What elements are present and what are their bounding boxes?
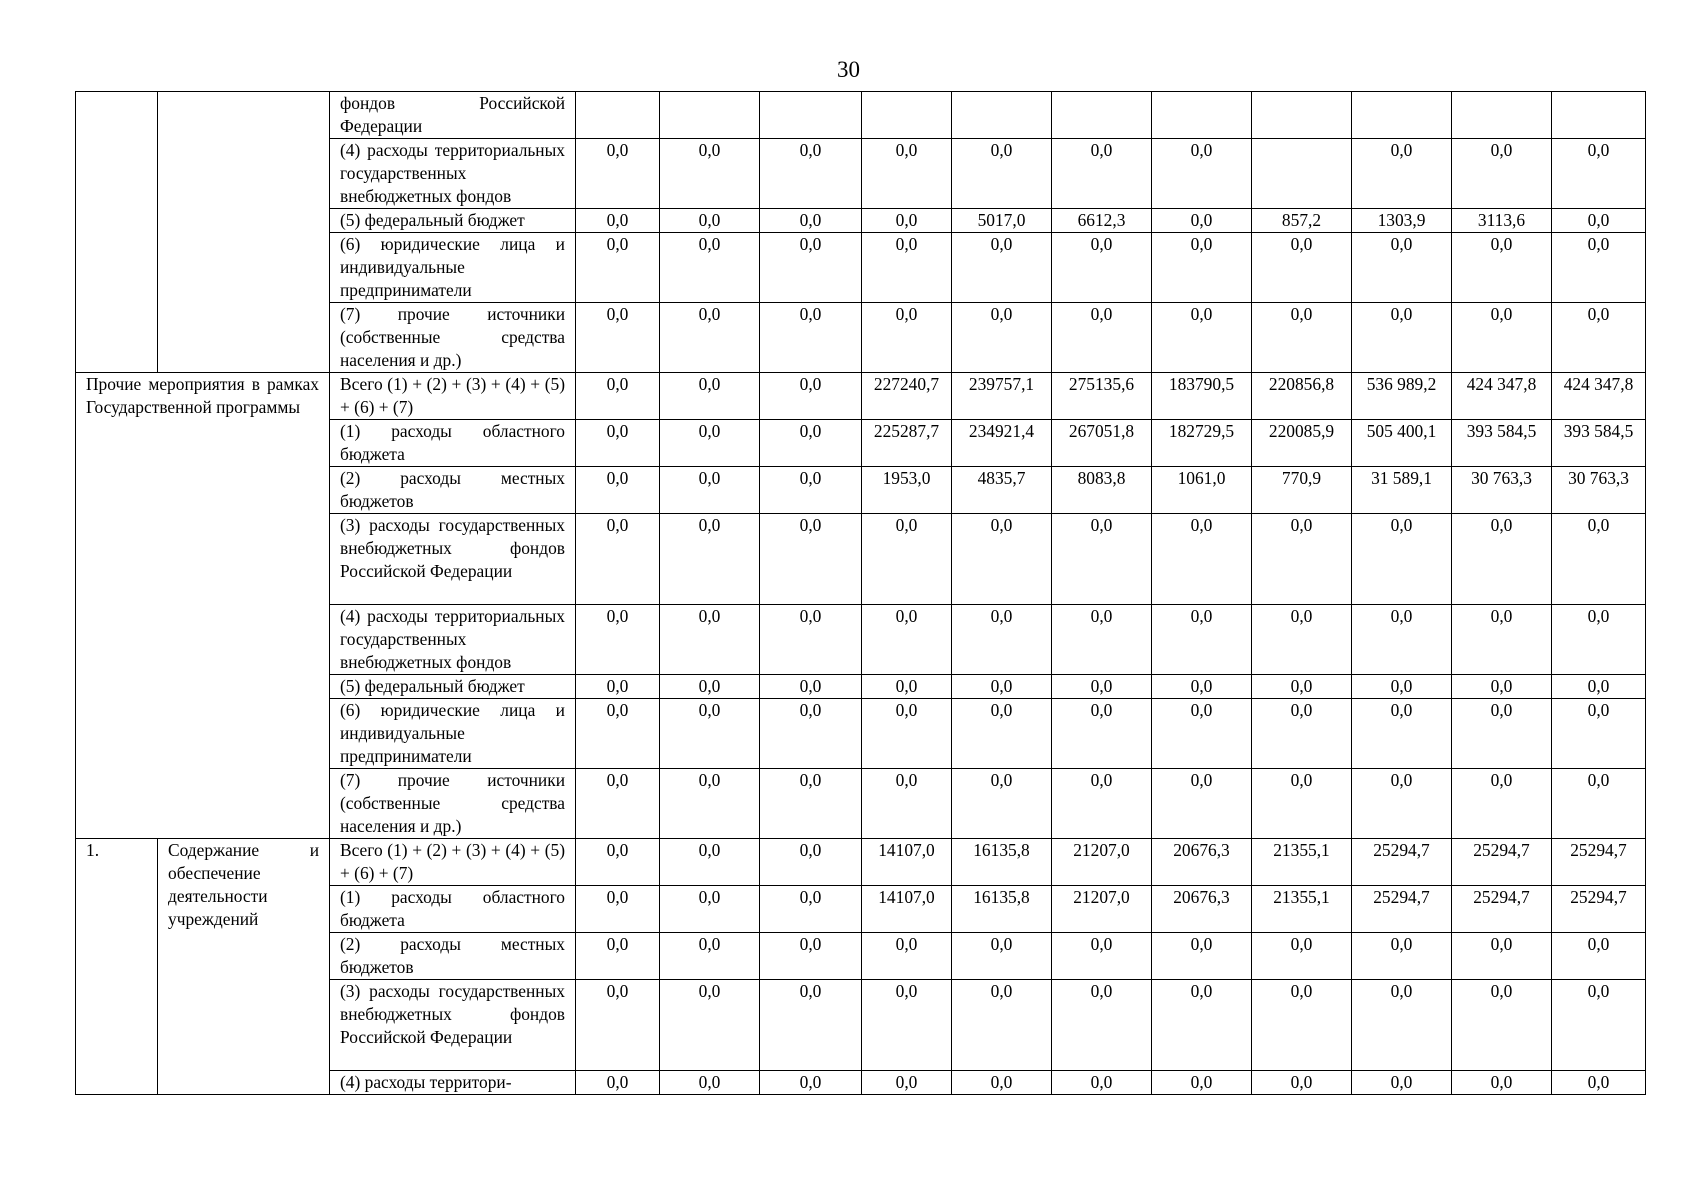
value-cell: 505 400,1 bbox=[1352, 420, 1452, 467]
value-cell: 0,0 bbox=[576, 514, 660, 605]
value-cell: 227240,7 bbox=[862, 373, 952, 420]
value-cell: 0,0 bbox=[952, 699, 1052, 769]
value-cell: 0,0 bbox=[576, 373, 660, 420]
value-cell: 0,0 bbox=[1152, 933, 1252, 980]
value-cell: 0,0 bbox=[1452, 139, 1552, 209]
value-cell: 0,0 bbox=[1352, 303, 1452, 373]
value-cell bbox=[1352, 92, 1452, 139]
value-cell: 0,0 bbox=[660, 699, 760, 769]
value-cell: 0,0 bbox=[1352, 605, 1452, 675]
value-cell: 0,0 bbox=[1052, 514, 1152, 605]
table-row bbox=[76, 92, 1646, 139]
value-cell: 0,0 bbox=[1152, 980, 1252, 1071]
value-cell: 0,0 bbox=[862, 769, 952, 839]
value-cell: 0,0 bbox=[660, 933, 760, 980]
index-cell: 1. bbox=[76, 839, 158, 1095]
value-cell: 0,0 bbox=[1052, 980, 1152, 1071]
funding-source-cell: (4) расходы территориальных государственных внебюджетных фондов bbox=[330, 139, 576, 209]
value-cell: 0,0 bbox=[1452, 1071, 1552, 1095]
value-cell: 0,0 bbox=[862, 605, 952, 675]
value-cell: 0,0 bbox=[952, 933, 1052, 980]
value-cell bbox=[1152, 92, 1252, 139]
value-cell: 0,0 bbox=[1552, 605, 1646, 675]
value-cell bbox=[1252, 139, 1352, 209]
value-cell: 424 347,8 bbox=[1452, 373, 1552, 420]
value-cell: 0,0 bbox=[952, 675, 1052, 699]
value-cell: 0,0 bbox=[660, 886, 760, 933]
value-cell: 220856,8 bbox=[1252, 373, 1352, 420]
value-cell: 0,0 bbox=[1452, 980, 1552, 1071]
value-cell: 0,0 bbox=[1052, 1071, 1152, 1095]
value-cell: 14107,0 bbox=[862, 839, 952, 886]
value-cell: 0,0 bbox=[1152, 1071, 1252, 1095]
value-cell: 0,0 bbox=[952, 769, 1052, 839]
value-cell: 0,0 bbox=[760, 373, 862, 420]
value-cell: 275135,6 bbox=[1052, 373, 1152, 420]
value-cell bbox=[952, 92, 1052, 139]
funding-source-cell: (4) расходы территори- bbox=[330, 1071, 576, 1095]
value-cell: 393 584,5 bbox=[1452, 420, 1552, 467]
value-cell: 25294,7 bbox=[1552, 839, 1646, 886]
value-cell: 6612,3 bbox=[1052, 209, 1152, 233]
value-cell: 0,0 bbox=[760, 886, 862, 933]
value-cell: 0,0 bbox=[1052, 933, 1152, 980]
value-cell: 0,0 bbox=[1252, 605, 1352, 675]
value-cell: 0,0 bbox=[760, 1071, 862, 1095]
value-cell: 0,0 bbox=[1252, 980, 1352, 1071]
funding-source-cell: (6) юридические лица и индивидуальные предприниматели bbox=[330, 699, 576, 769]
value-cell: 0,0 bbox=[952, 605, 1052, 675]
value-cell: 0,0 bbox=[1252, 233, 1352, 303]
value-cell: 536 989,2 bbox=[1352, 373, 1452, 420]
funding-source-cell: (7) прочие источники (собственные средства населения и др.) bbox=[330, 303, 576, 373]
value-cell: 0,0 bbox=[660, 303, 760, 373]
value-cell: 239757,1 bbox=[952, 373, 1052, 420]
value-cell: 0,0 bbox=[760, 605, 862, 675]
value-cell: 0,0 bbox=[576, 605, 660, 675]
funding-source-cell: фондов Российской Федерации bbox=[330, 92, 576, 139]
value-cell: 31 589,1 bbox=[1352, 467, 1452, 514]
value-cell: 14107,0 bbox=[862, 886, 952, 933]
value-cell: 8083,8 bbox=[1052, 467, 1152, 514]
value-cell: 0,0 bbox=[862, 1071, 952, 1095]
value-cell: 0,0 bbox=[1052, 139, 1152, 209]
value-cell: 0,0 bbox=[862, 209, 952, 233]
value-cell: 0,0 bbox=[862, 980, 952, 1071]
value-cell: 0,0 bbox=[952, 980, 1052, 1071]
value-cell: 0,0 bbox=[862, 303, 952, 373]
value-cell: 0,0 bbox=[862, 699, 952, 769]
funding-source-cell: (1) расходы областного бюджета bbox=[330, 420, 576, 467]
value-cell: 0,0 bbox=[952, 233, 1052, 303]
value-cell: 4835,7 bbox=[952, 467, 1052, 514]
value-cell: 0,0 bbox=[1452, 675, 1552, 699]
value-cell: 21355,1 bbox=[1252, 886, 1352, 933]
value-cell: 0,0 bbox=[1552, 233, 1646, 303]
value-cell: 770,9 bbox=[1252, 467, 1352, 514]
value-cell: 0,0 bbox=[660, 233, 760, 303]
value-cell: 30 763,3 bbox=[1552, 467, 1646, 514]
value-cell bbox=[1252, 92, 1352, 139]
value-cell: 25294,7 bbox=[1452, 886, 1552, 933]
value-cell: 0,0 bbox=[576, 699, 660, 769]
value-cell: 0,0 bbox=[952, 139, 1052, 209]
value-cell: 0,0 bbox=[660, 839, 760, 886]
value-cell: 5017,0 bbox=[952, 209, 1052, 233]
value-cell: 0,0 bbox=[1352, 139, 1452, 209]
value-cell: 0,0 bbox=[660, 769, 760, 839]
value-cell: 0,0 bbox=[1452, 933, 1552, 980]
value-cell: 0,0 bbox=[1152, 675, 1252, 699]
value-cell: 0,0 bbox=[1352, 233, 1452, 303]
value-cell: 0,0 bbox=[1052, 699, 1152, 769]
value-cell: 0,0 bbox=[760, 839, 862, 886]
value-cell: 0,0 bbox=[1552, 303, 1646, 373]
value-cell: 25294,7 bbox=[1352, 839, 1452, 886]
value-cell bbox=[1052, 92, 1152, 139]
funding-source-cell: (1) расходы областного бюджета bbox=[330, 886, 576, 933]
value-cell: 25294,7 bbox=[1452, 839, 1552, 886]
value-cell: 0,0 bbox=[1152, 699, 1252, 769]
value-cell: 0,0 bbox=[862, 933, 952, 980]
value-cell: 0,0 bbox=[1352, 1071, 1452, 1095]
value-cell: 0,0 bbox=[1352, 980, 1452, 1071]
funding-source-cell: (3) расходы государственных внебюджетных фондов Российской Федерации bbox=[330, 980, 576, 1071]
table-row bbox=[76, 373, 1646, 420]
value-cell: 21355,1 bbox=[1252, 839, 1352, 886]
value-cell: 21207,0 bbox=[1052, 839, 1152, 886]
value-cell: 0,0 bbox=[576, 675, 660, 699]
value-cell: 0,0 bbox=[1552, 514, 1646, 605]
value-cell: 0,0 bbox=[1152, 514, 1252, 605]
value-cell: 3113,6 bbox=[1452, 209, 1552, 233]
value-cell: 0,0 bbox=[1052, 303, 1152, 373]
value-cell: 857,2 bbox=[1252, 209, 1352, 233]
funding-source-cell: (6) юридические лица и индивидуальные предприниматели bbox=[330, 233, 576, 303]
value-cell: 0,0 bbox=[760, 467, 862, 514]
value-cell: 0,0 bbox=[576, 1071, 660, 1095]
value-cell: 0,0 bbox=[862, 514, 952, 605]
value-cell: 0,0 bbox=[760, 514, 862, 605]
value-cell: 182729,5 bbox=[1152, 420, 1252, 467]
value-cell: 0,0 bbox=[576, 303, 660, 373]
value-cell: 0,0 bbox=[1452, 303, 1552, 373]
value-cell: 0,0 bbox=[1552, 675, 1646, 699]
funding-source-cell: Всего (1) + (2) + (3) + (4) + (5) + (6) + (7) bbox=[330, 373, 576, 420]
value-cell: 267051,8 bbox=[1052, 420, 1152, 467]
value-cell: 0,0 bbox=[1152, 303, 1252, 373]
value-cell: 0,0 bbox=[1152, 233, 1252, 303]
value-cell: 0,0 bbox=[760, 420, 862, 467]
value-cell: 0,0 bbox=[1252, 1071, 1352, 1095]
value-cell: 0,0 bbox=[576, 139, 660, 209]
value-cell: 0,0 bbox=[576, 209, 660, 233]
table-body bbox=[76, 92, 1646, 1095]
funding-source-cell: (5) федеральный бюджет bbox=[330, 209, 576, 233]
value-cell bbox=[660, 92, 760, 139]
value-cell: 234921,4 bbox=[952, 420, 1052, 467]
value-cell: 0,0 bbox=[660, 514, 760, 605]
value-cell: 0,0 bbox=[1552, 933, 1646, 980]
value-cell: 0,0 bbox=[1552, 139, 1646, 209]
value-cell: 0,0 bbox=[952, 1071, 1052, 1095]
value-cell: 0,0 bbox=[1552, 1071, 1646, 1095]
value-cell bbox=[862, 92, 952, 139]
measure-name-cell bbox=[158, 92, 330, 373]
funding-source-cell: (2) расходы местных бюджетов bbox=[330, 933, 576, 980]
value-cell: 16135,8 bbox=[952, 886, 1052, 933]
value-cell: 0,0 bbox=[1252, 933, 1352, 980]
value-cell: 0,0 bbox=[660, 209, 760, 233]
value-cell: 393 584,5 bbox=[1552, 420, 1646, 467]
value-cell: 0,0 bbox=[760, 933, 862, 980]
value-cell: 0,0 bbox=[1152, 139, 1252, 209]
value-cell: 0,0 bbox=[576, 886, 660, 933]
funding-source-cell: (3) расходы государственных внебюджетных фондов Российской Федерации bbox=[330, 514, 576, 605]
value-cell: 0,0 bbox=[576, 933, 660, 980]
value-cell: 1061,0 bbox=[1152, 467, 1252, 514]
value-cell: 0,0 bbox=[1452, 699, 1552, 769]
funding-source-cell: (5) федеральный бюджет bbox=[330, 675, 576, 699]
value-cell bbox=[1452, 92, 1552, 139]
value-cell: 0,0 bbox=[1552, 209, 1646, 233]
table-row bbox=[76, 839, 1646, 886]
value-cell: 183790,5 bbox=[1152, 373, 1252, 420]
page-number: 30 bbox=[837, 57, 860, 82]
value-cell: 0,0 bbox=[1452, 769, 1552, 839]
value-cell: 0,0 bbox=[1152, 209, 1252, 233]
value-cell: 0,0 bbox=[1252, 769, 1352, 839]
value-cell: 0,0 bbox=[1052, 605, 1152, 675]
value-cell: 0,0 bbox=[660, 980, 760, 1071]
value-cell bbox=[576, 92, 660, 139]
value-cell: 0,0 bbox=[1252, 699, 1352, 769]
funding-source-cell: (7) прочие источники (собственные средства населения и др.) bbox=[330, 769, 576, 839]
value-cell: 0,0 bbox=[760, 233, 862, 303]
value-cell: 424 347,8 bbox=[1552, 373, 1646, 420]
value-cell: 0,0 bbox=[952, 514, 1052, 605]
value-cell: 0,0 bbox=[1352, 675, 1452, 699]
value-cell: 0,0 bbox=[760, 769, 862, 839]
value-cell: 0,0 bbox=[862, 233, 952, 303]
value-cell: 0,0 bbox=[760, 675, 862, 699]
value-cell: 0,0 bbox=[760, 139, 862, 209]
value-cell: 0,0 bbox=[1352, 699, 1452, 769]
value-cell: 0,0 bbox=[862, 139, 952, 209]
value-cell: 0,0 bbox=[1552, 699, 1646, 769]
value-cell: 0,0 bbox=[660, 139, 760, 209]
index-cell bbox=[76, 92, 158, 373]
value-cell: 20676,3 bbox=[1152, 886, 1252, 933]
value-cell: 0,0 bbox=[576, 839, 660, 886]
value-cell: 0,0 bbox=[760, 980, 862, 1071]
value-cell: 0,0 bbox=[1452, 233, 1552, 303]
value-cell: 0,0 bbox=[1152, 769, 1252, 839]
value-cell: 0,0 bbox=[1052, 769, 1152, 839]
value-cell: 16135,8 bbox=[952, 839, 1052, 886]
value-cell: 0,0 bbox=[576, 769, 660, 839]
value-cell: 0,0 bbox=[1252, 303, 1352, 373]
value-cell: 0,0 bbox=[576, 233, 660, 303]
value-cell: 220085,9 bbox=[1252, 420, 1352, 467]
value-cell: 0,0 bbox=[576, 980, 660, 1071]
value-cell: 0,0 bbox=[576, 420, 660, 467]
value-cell: 0,0 bbox=[1552, 769, 1646, 839]
value-cell bbox=[1552, 92, 1646, 139]
value-cell: 0,0 bbox=[660, 1071, 760, 1095]
value-cell: 0,0 bbox=[576, 467, 660, 514]
value-cell: 0,0 bbox=[1452, 514, 1552, 605]
value-cell: 0,0 bbox=[760, 303, 862, 373]
value-cell: 0,0 bbox=[1352, 933, 1452, 980]
funding-source-cell: Всего (1) + (2) + (3) + (4) + (5) + (6) + (7) bbox=[330, 839, 576, 886]
value-cell: 20676,3 bbox=[1152, 839, 1252, 886]
value-cell: 0,0 bbox=[660, 605, 760, 675]
value-cell: 0,0 bbox=[660, 675, 760, 699]
value-cell: 0,0 bbox=[1352, 514, 1452, 605]
value-cell: 25294,7 bbox=[1552, 886, 1646, 933]
value-cell: 0,0 bbox=[660, 420, 760, 467]
value-cell: 0,0 bbox=[1052, 675, 1152, 699]
value-cell: 0,0 bbox=[760, 209, 862, 233]
value-cell: 225287,7 bbox=[862, 420, 952, 467]
value-cell: 0,0 bbox=[660, 467, 760, 514]
value-cell: 25294,7 bbox=[1352, 886, 1452, 933]
value-cell: 0,0 bbox=[1552, 980, 1646, 1071]
value-cell: 21207,0 bbox=[1052, 886, 1152, 933]
measure-name-cell: Прочие мероприятия в рамках Государственной программы bbox=[76, 373, 330, 839]
budget-table bbox=[75, 91, 1646, 1095]
value-cell: 0,0 bbox=[1352, 769, 1452, 839]
value-cell: 0,0 bbox=[760, 699, 862, 769]
value-cell: 0,0 bbox=[1152, 605, 1252, 675]
value-cell: 0,0 bbox=[1252, 514, 1352, 605]
value-cell: 0,0 bbox=[660, 373, 760, 420]
value-cell: 1953,0 bbox=[862, 467, 952, 514]
value-cell: 0,0 bbox=[1052, 233, 1152, 303]
value-cell bbox=[760, 92, 862, 139]
value-cell: 30 763,3 bbox=[1452, 467, 1552, 514]
funding-source-cell: (4) расходы территориальных государственных внебюджетных фондов bbox=[330, 605, 576, 675]
measure-name-cell: Содержание и обеспечение деятельности учреждений bbox=[158, 839, 330, 1095]
value-cell: 0,0 bbox=[862, 675, 952, 699]
value-cell: 1303,9 bbox=[1352, 209, 1452, 233]
value-cell: 0,0 bbox=[1252, 675, 1352, 699]
value-cell: 0,0 bbox=[1452, 605, 1552, 675]
value-cell: 0,0 bbox=[952, 303, 1052, 373]
funding-source-cell: (2) расходы местных бюджетов bbox=[330, 467, 576, 514]
